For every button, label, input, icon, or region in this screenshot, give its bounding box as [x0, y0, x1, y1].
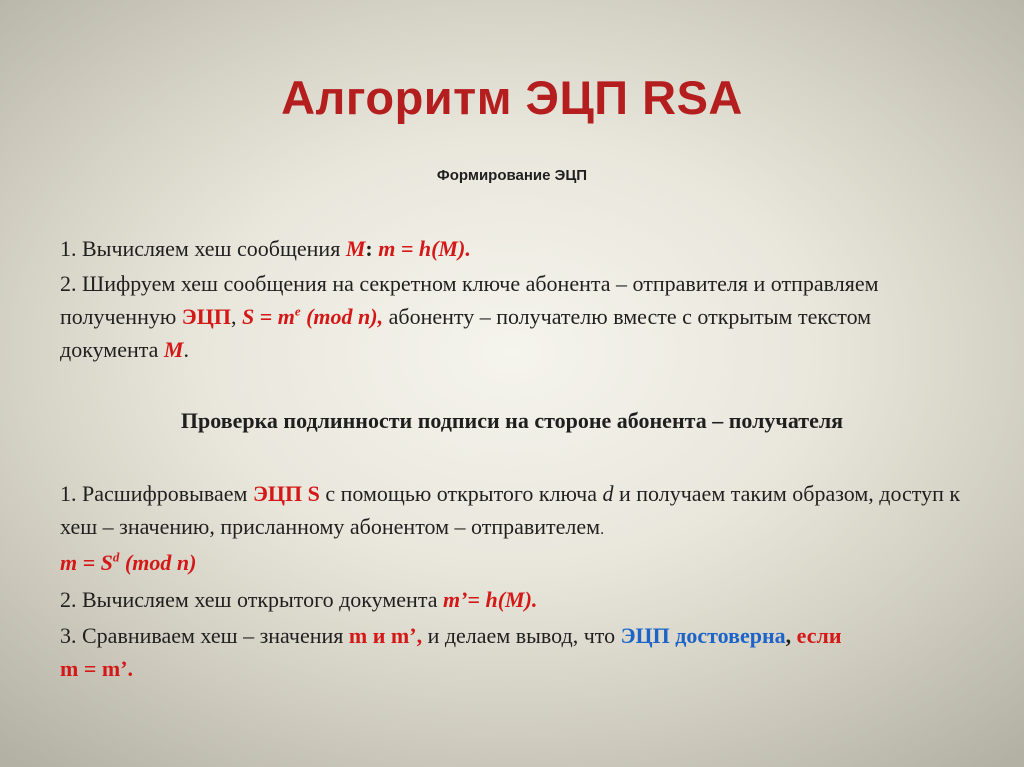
decrypt-formula-a: m = S [60, 550, 113, 575]
exponent-d: d [112, 549, 120, 565]
decrypt-formula-b: (mod n) [119, 550, 197, 575]
comma: , [416, 623, 423, 648]
v1-text-c: и получаем таким образом, доступ к хеш – значению, присланному абонентом – отправителем [60, 481, 961, 539]
m-pair: m и m’ [348, 623, 417, 648]
v3-text-b: и делаем вывод, что [422, 623, 621, 648]
step-2 [60, 267, 970, 366]
valid-word: достоверна [675, 623, 786, 648]
step-2-text-b: абоненту – получателю вместе с открытым текстом документа [60, 304, 872, 362]
comma: , [785, 623, 792, 648]
signature-formula-b: (mod n), [300, 304, 384, 329]
ecp-s-label: ЭЦП S [252, 481, 320, 506]
step-1-text: 1. Вычисляем хеш сообщения [60, 236, 346, 261]
colon: : [365, 236, 373, 261]
ecp-label: ЭЦП [181, 304, 231, 329]
hash-formula: m = h(M). [372, 236, 471, 261]
equality-condition: m = m’. [60, 656, 134, 681]
v2-text: 2. Вычисляем хеш открытого документа [60, 587, 443, 612]
verify-step-3 [60, 619, 970, 685]
public-key-d: d [602, 481, 614, 506]
verify-formula [60, 546, 970, 579]
if-word: если [791, 623, 842, 648]
comma: , [230, 304, 242, 329]
v3-text-a: 3. Сравниваем хеш – значения [60, 623, 349, 648]
v1-text-a: 1. Расшифровываем [60, 481, 253, 506]
ecp-word: ЭЦП [620, 623, 670, 648]
v1-text-b: с помощью открытого ключа [319, 481, 603, 506]
message-symbol: M [345, 236, 366, 261]
verify-step-2 [60, 583, 970, 616]
verify-step-1 [60, 477, 970, 546]
period: . [183, 337, 189, 362]
step-2-text-a: 2. Шифруем хеш сообщения на секретном ключе абонента – отправителя и отправляем полученную [60, 271, 879, 329]
period: . [600, 521, 605, 538]
section-subtitle: Формирование ЭЦП [436, 167, 588, 184]
hash-prime-formula: m’= h(M). [442, 587, 538, 612]
verification-heading: Проверка подлинности подписи на стороне абонента – получателя [180, 408, 844, 433]
signature-formula-a: S = m [241, 304, 295, 329]
document-symbol: M [163, 337, 184, 362]
exponent-e: e [294, 303, 301, 319]
slide-title: Алгоритм ЭЦП RSA [281, 71, 743, 124]
step-1 [60, 232, 970, 265]
